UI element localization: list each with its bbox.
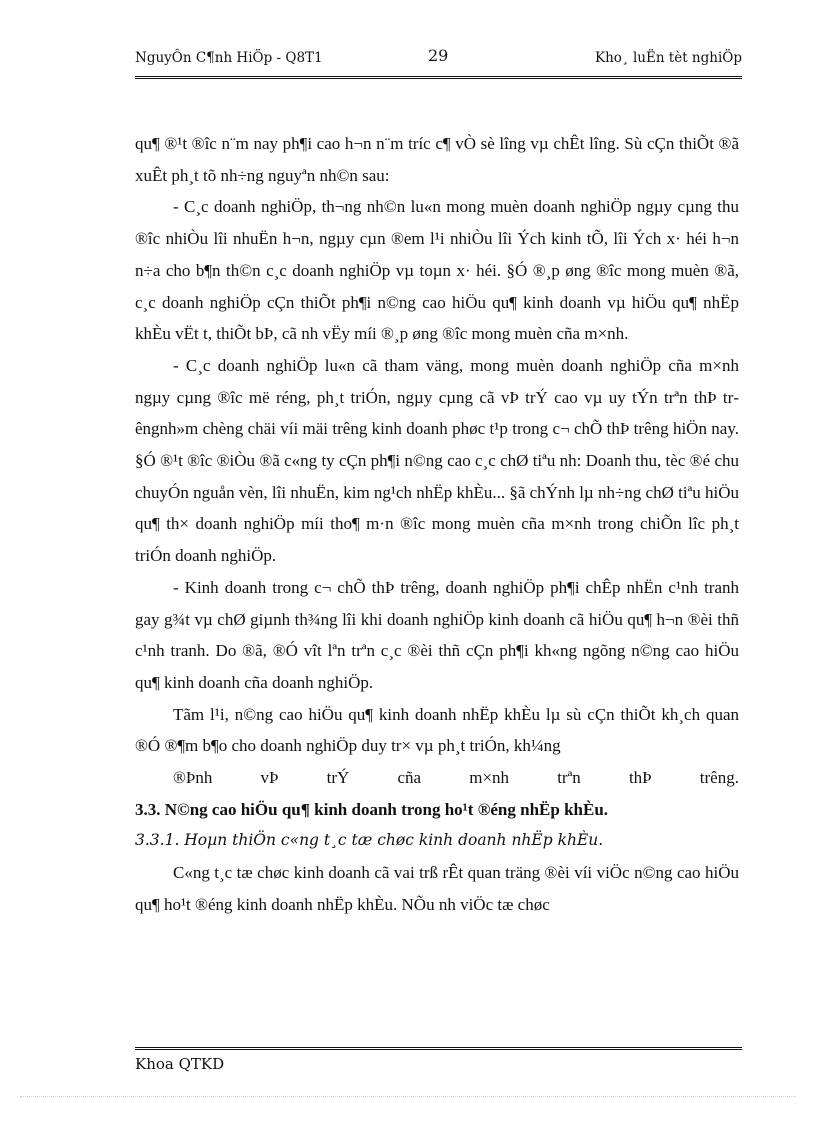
conclusion-last-line	[135, 762, 739, 794]
paragraph-intro: qu¶ ®¹t ®îc n¨m nay ph¶i cao h¬n n¨m tríc c¶ vÒ sè lîng vµ chÊt lîng. Sù cÇn thiÕt ®ã xuÊt ph¸t tõ nh÷ng nguyªn nh©n sau:	[135, 134, 739, 185]
word: trêng.	[699, 768, 739, 788]
word: thÞ	[628, 768, 652, 788]
word: trªn	[557, 768, 581, 788]
subsection-heading: 3.3.1. Hoµn thiÖn c«ng t¸c tæ chøc kinh doanh nhËp khÈu.	[135, 831, 604, 850]
word: vÞ	[260, 768, 279, 788]
paragraph-reason-1: - C¸c doanh nghiÖp, th¬ng nh©n lu«n mong muèn doanh nghiÖp ngµy cµng thu ®îc nhiÒu lîi nhuËn h¬n, ngµy cµn ®em l¹i nhiÒu lîi Ých kinh tÕ, lîi Ých x· héi h¬n n÷a cho b¶n th©n c¸c doanh nghiÖp vµ toµn x· héi. §Ó ®¸p øng ®îc mong muèn ®ã, c¸c doanh nghiÖp cÇn thiÕt ph¶i n©ng cao hiÖu qu¶ kinh doanh vµ hiÖu qu¶ nhËp khÈu vËt t, thiÕt bÞ, cã nh vËy míi ®¸p øng ®îc mong muèn cña m×nh.	[135, 197, 739, 344]
header-divider	[135, 76, 742, 79]
footer-divider	[135, 1047, 742, 1050]
page-footer: Khoa QTKD	[135, 1055, 225, 1073]
page-number: 29	[428, 46, 449, 65]
conclusion-text: Tãm l¹i, n©ng cao hiÖu qu¶ kinh doanh nhËp khÈu lµ sù cÇn thiÕt kh¸ch quan ®Ó ®¶m b¶o cho doanh nghiÖp duy tr× vµ ph¸t triÓn, kh¼ng	[135, 704, 739, 756]
word: cña	[397, 768, 422, 788]
section-heading: 3.3. N©ng cao hiÖu qu¶ kinh doanh trong ho¹t ®éng nhËp khÈu.	[135, 799, 609, 819]
paragraph-reason-3: - Kinh doanh trong c¬ chÕ thÞ trêng, doanh nghiÖp ph¶i chÊp nhËn c¹nh tranh gay g¾t vµ chØ giµnh th¾ng lîi khi doanh nghiÖp kinh doanh cã hiÖu qu¶ h¬n ®èi thñ c¹nh tranh. Do ®ã, ®Ó vît lªn trªn c¸c ®èi thñ cÇn ph¶i kh«ng ngõng n©ng cao hiÖu qu¶ kinh doanh cña doanh nghiÖp.	[135, 577, 739, 692]
page-header	[135, 46, 742, 70]
header-author: NguyÔn C¶nh HiÖp - Q8T1	[135, 50, 323, 66]
word: m×nh	[469, 768, 510, 788]
word: trÝ	[326, 768, 350, 788]
page-break-line	[20, 1096, 796, 1097]
paragraph-conclusion	[135, 699, 739, 794]
document-body	[135, 128, 739, 921]
header-doc-title: Kho¸ luËn tèt nghiÖp	[595, 50, 742, 66]
word: ®Þnh	[173, 768, 213, 788]
paragraph-organization: C«ng t¸c tæ chøc kinh doanh cã vai trß rÊt quan träng ®èi víi viÖc n©ng cao hiÖu qu¶ ho¹t ®éng kinh doanh nhËp khÈu. NÕu nh viÖc tæ chøc	[135, 863, 739, 914]
paragraph-reason-2: - C¸c doanh nghiÖp lu«n cã tham väng, mong muèn doanh nghiÖp cña m×nh ngµy cµng ®îc më réng, ph¸t triÓn, ngµy cµng cã vÞ trÝ cao vµ uy tÝn trªn thÞ trêngnh»m chèng chäi víi mäi trêng kinh doanh phøc t¹p trong c¬ chÕ thÞ trêng hiÖn nay. §Ó ®¹t ®îc ®iÒu ®ã c«ng ty cÇn ph¶i n©ng cao c¸c chØ tiªu nh: Doanh thu, tèc ®é chu chuyÓn nguån vèn, lîi nhuËn, kim ng¹ch nhËp khÈu... §ã chÝnh lµ nh÷ng chØ tiªu hiÖu qu¶ th× doanh nghiÖp míi tho¶ m·n ®îc mong muèn cña m×nh trong chiÕn lîc ph¸t triÓn doanh nghiÖp.	[135, 355, 739, 566]
